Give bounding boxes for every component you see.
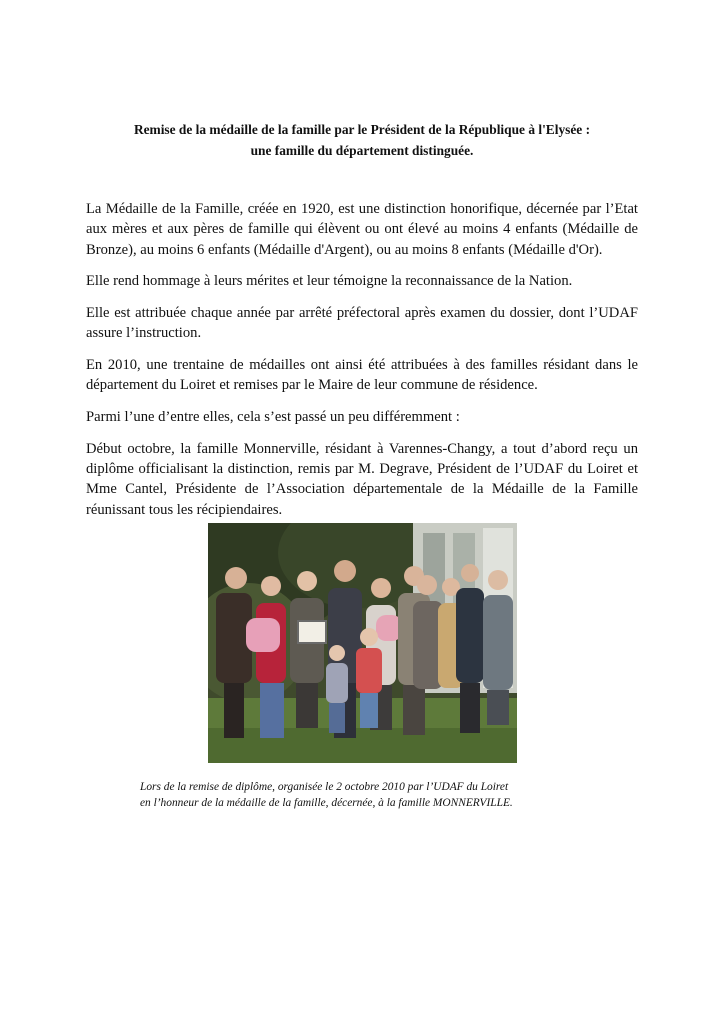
paragraph-monnerville: Début octobre, la famille Monnerville, résidant à Varennes-Changy, a tout d’abord reçu un diplôme officialisant la distinction, remis par M. Degrave, Président de l’UDAF du Loiret et Mme Cantel, Présidente de l’Association départementale de la Médaille de la Famille réunissant tous les récipiendaires. bbox=[86, 440, 638, 518]
caption-line-1: Lors de la remise de diplôme, organisée le 2 octobre 2010 par l’UDAF du Loiret bbox=[140, 781, 509, 793]
paragraph-2010: En 2010, une trentaine de médailles ont ainsi été attribuées à des familles résidant dans le département du Loiret et remises par le Maire de leur commune de résidence. bbox=[86, 357, 638, 394]
group-photo bbox=[208, 523, 517, 763]
paragraph-tribute: Elle rend hommage à leurs mérites et leur témoigne la reconnaissance de la Nation. bbox=[86, 273, 573, 290]
paragraph-medal-definition: La Médaille de la Famille, créée en 1920, est une distinction honorifique, décernée par l’Etat aux mères et aux pères de famille qui élèvent ou ont élevé au moins 4 enfants (Médaille de Bronze), au moins 6 enfants (Médaille d'Argent), ou au moins 8 enfants (Médaille d'Or). bbox=[86, 201, 638, 258]
paragraph-exception: Parmi l’une d’entre elles, cela s’est passé un peu différemment : bbox=[86, 409, 460, 425]
page-title bbox=[86, 119, 638, 161]
caption-line-2: en l’honneur de la médaille de la famille, décernée, à la famille MONNERVILLE. bbox=[140, 797, 513, 809]
title-line-1: Remise de la médaille de la famille par le Président de la République à l'Elysée : bbox=[133, 122, 591, 137]
photo-caption bbox=[140, 779, 600, 811]
article-body bbox=[86, 199, 638, 531]
paragraph-attribution: Elle est attribuée chaque année par arrêté préfectoral après examen du dossier, dont l’UDAF assure l’instruction. bbox=[86, 305, 638, 342]
group-photo-illustration bbox=[208, 523, 517, 763]
title-line-2: une famille du département distinguée. bbox=[250, 143, 474, 158]
